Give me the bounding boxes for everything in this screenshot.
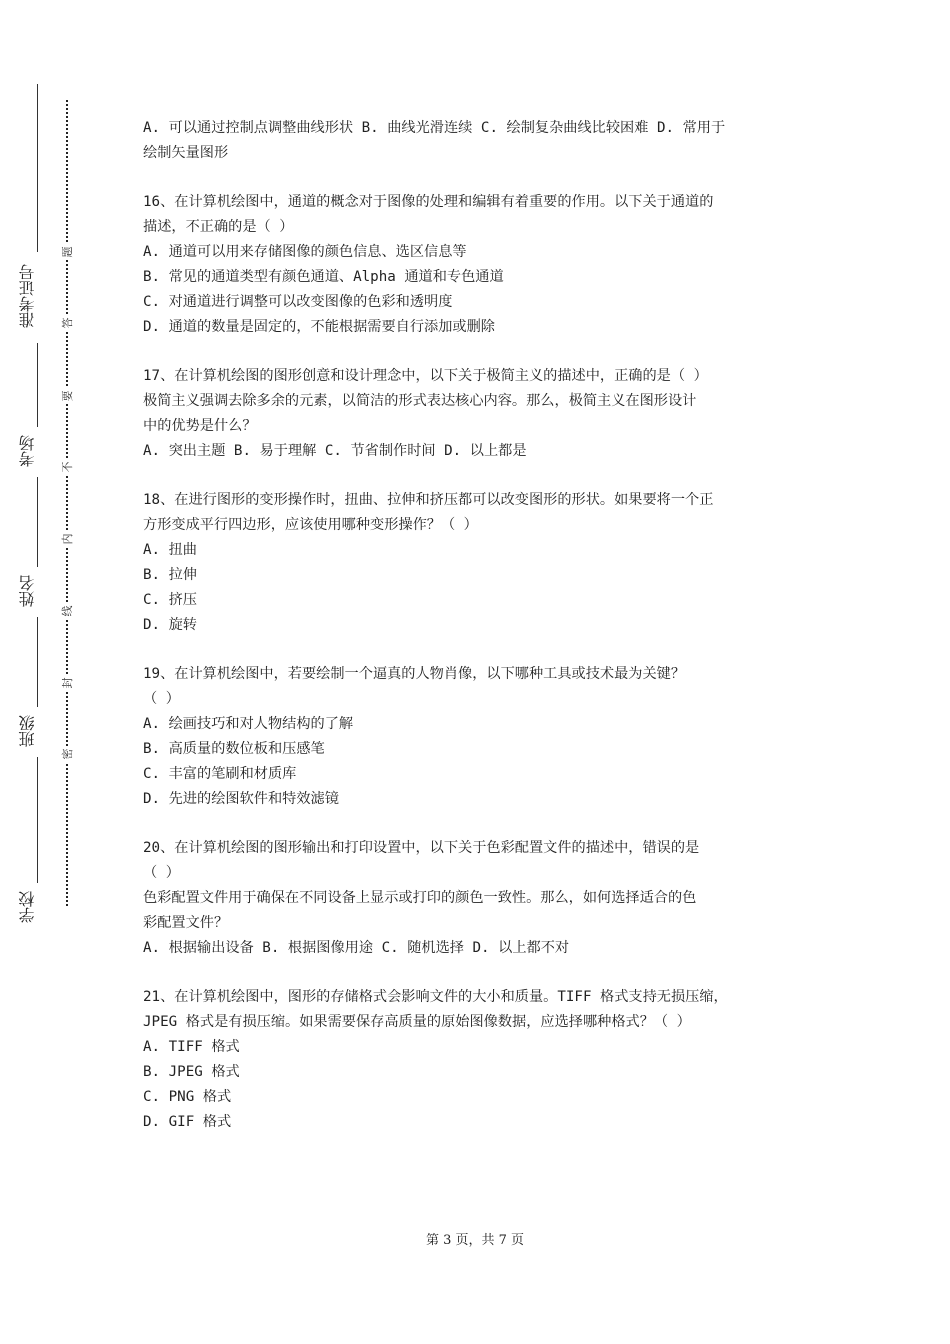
question-stem: 16、在计算机绘图中，通道的概念对于图像的处理和编辑有着重要的作用。以下关于通道的 [143, 194, 714, 210]
question-stem: （ ） [143, 691, 180, 707]
option-a: A. 绘画技巧和对人物结构的了解 [143, 716, 354, 732]
options-inline: A. 根据输出设备 B. 根据图像用途 C. 随机选择 D. 以上都不对 [143, 940, 570, 956]
question-list [143, 116, 815, 1159]
question-19 [143, 662, 815, 812]
question-stem: 21、在计算机绘图中，图形的存储格式会影响文件的大小和质量。TIFF 格式支持无损压缩， [143, 989, 728, 1005]
seal-char: 内 [60, 531, 76, 547]
field-line [37, 343, 38, 427]
question-18 [143, 488, 815, 638]
question-stem: 20、在计算机绘图的图形输出和打印设置中，以下关于色彩配置文件的描述中，错误的是 [143, 840, 700, 856]
field-label-class: 班级 [18, 715, 37, 747]
options-inline: A. 突出主题 B. 易于理解 C. 节省制作时间 D. 以上都是 [143, 443, 527, 459]
field-line [37, 477, 38, 567]
option-a: A. 扭曲 [143, 542, 197, 558]
option-c: C. PNG 格式 [143, 1089, 232, 1105]
question-line: A. 可以通过控制点调整曲线形状 B. 曲线光滑连续 C. 绘制复杂曲线比较困难 D. 常用于 [143, 120, 726, 136]
option-c: C. 挤压 [143, 592, 197, 608]
question-stem: 色彩配置文件用于确保在不同设备上显示或打印的颜色一致性。那么，如何选择适合的色 [143, 890, 697, 906]
question-stem: 17、在计算机绘图的图形创意和设计理念中，以下关于极简主义的描述中，正确的是（ ） [143, 368, 708, 384]
field-line [37, 84, 38, 252]
field-label-school: 学校 [18, 891, 37, 923]
question-stem: JPEG 格式是有损压缩。如果需要保存高质量的原始图像数据，应选择哪种格式？（ ） [143, 1014, 691, 1030]
question-16 [143, 190, 815, 340]
seal-char: 密 [60, 746, 76, 762]
option-d: D. 通道的数量是固定的，不能根据需要自行添加或删除 [143, 319, 495, 335]
binding-margin [0, 0, 100, 1344]
question-stem: 18、在进行图形的变形操作时，扭曲、拉伸和挤压都可以改变图形的形状。如果要将一个正 [143, 492, 714, 508]
question-stem: 描述，不正确的是（ ） [143, 219, 294, 235]
option-d: D. GIF 格式 [143, 1114, 232, 1130]
seal-char: 题 [60, 244, 76, 260]
question-line: 绘制矢量图形 [143, 145, 229, 161]
field-line [37, 617, 38, 707]
option-b: B. 高质量的数位板和压感笔 [143, 741, 325, 757]
option-b: B. JPEG 格式 [143, 1064, 240, 1080]
option-c: C. 丰富的笔刷和材质库 [143, 766, 297, 782]
seal-char: 封 [60, 675, 76, 691]
question-stem: 彩配置文件？ [143, 915, 229, 931]
question-stem: 极简主义强调去除多余的元素，以简洁的形式表达核心内容。那么，极简主义在图形设计 [143, 393, 697, 409]
question-stem: 19、在计算机绘图中，若要绘制一个逼真的人物肖像，以下哪种工具或技术最为关键？ [143, 666, 686, 682]
field-label-exam-number: 准考证号 [18, 264, 37, 328]
option-a: A. TIFF 格式 [143, 1039, 240, 1055]
question-17 [143, 364, 815, 464]
seal-char: 线 [60, 603, 76, 619]
seal-char: 答 [60, 315, 76, 331]
option-c: C. 对通道进行调整可以改变图像的色彩和透明度 [143, 294, 453, 310]
option-d: D. 旋转 [143, 617, 197, 633]
field-label-exam-room: 考场 [18, 435, 37, 467]
option-d: D. 先进的绘图软件和特效滤镜 [143, 791, 339, 807]
question-stem: 方形变成平行四边形，应该使用哪种变形操作？（ ） [143, 517, 478, 533]
question-stem: 中的优势是什么？ [143, 418, 257, 434]
question-15-tail [143, 116, 815, 166]
option-b: B. 拉伸 [143, 567, 197, 583]
question-20 [143, 836, 815, 961]
option-a: A. 通道可以用来存储图像的颜色信息、选区信息等 [143, 244, 467, 260]
option-b: B. 常见的通道类型有颜色通道、Alpha 通道和专色通道 [143, 269, 504, 285]
seal-char: 不 [60, 459, 76, 475]
question-stem: （ ） [143, 865, 180, 881]
page-footer: 第 3 页，共 7 页 [425, 1233, 525, 1248]
field-label-name: 姓名 [18, 575, 37, 607]
question-21 [143, 985, 815, 1135]
seal-dotted-line [66, 100, 68, 906]
field-line [37, 757, 38, 883]
seal-char: 要 [60, 388, 76, 404]
